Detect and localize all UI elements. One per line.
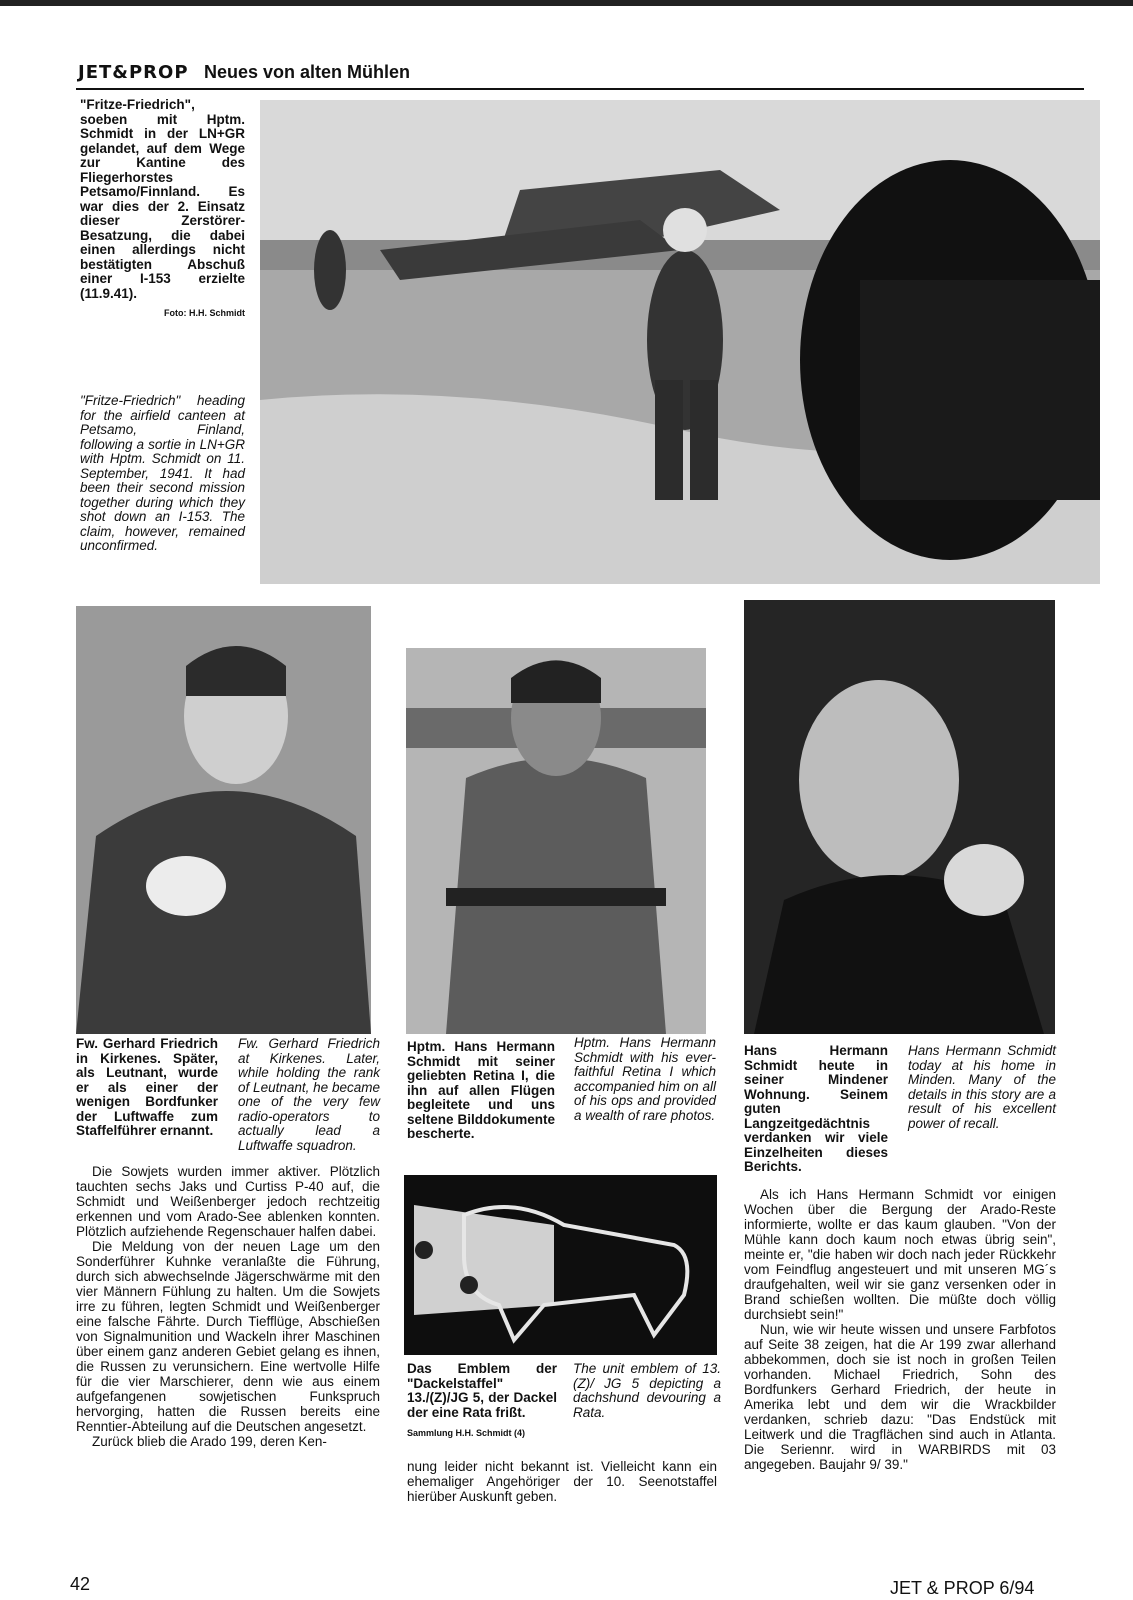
body-paragraph: Die Sowjets wurden immer aktiver. Plötzlich tauchten sechs Jaks und Curtiss P-40 auf, die Schmidt und Weißenberger jedoch rechtzeitig erkennen und vom Arado-See ablenken konnten. Plötzlich aufziehende Regenschauer halfen dabei.	[76, 1164, 380, 1239]
body-paragraph: Nun, wie wir heute wissen und unsere Farbfotos auf Seite 38 zeigen, hat die Ar 199 zwar allerhand abbekommen, doch sie ist noch in großen Teilen vorhanden. Michael Friedrich, Sohn des Bordfunkers Gerhard Friedrich, der heute in Amerika lebt und dem wir die Wrackbilder verdanken, schrieb dazu: "Das Endstück mit Leitwerk und die Tragflächen sind auch in Atlanta. Die Seriennr. wird in WARBIRDS mit 03 angegeben. Baujahr 9/ 39."	[744, 1322, 1056, 1472]
caption-left-en: Fw. Gerhard Friedrich at Kirkenes. Later, while holding the rank of Leutnant, he became one of the very few radio-operators to actually lead a Luftwaffe squadron.	[238, 1036, 380, 1153]
magazine-logo: JET&PROP	[78, 62, 189, 83]
body-paragraph: Die Meldung von der neuen Lage um den Sonderführer Kuhnke veranlaßte die Führung, durch sich abwechselnde Jägerschwärme mit den vier Männern Fühlung zu halten. Um die Sowjets irre zu führen, legten Schmidt und Weißenberger eine falsche Fährte. Durch Tiefflüge, Abschießen von Signalmunition und Wackeln ihrer Maschinen über einem ganz anderen Gebiet gelang es ihnen, die Russen zu verunsichern. Eine wertvolle Hilfe für die vier Marschierer, denn wie aus einem aufgefangenen sowjetischen Funkspruch hervorging, hatten die Russen bereits eine Renntier-Abteilung auf die Deutschen angesetzt.	[76, 1239, 380, 1434]
photo-dackelstaffel-emblem	[404, 1175, 717, 1355]
caption-right-de: Hans Hermann Schmidt heute in seiner Mindener Wohnung. Seinem guten Langzeitgedächtnis verdanken wir viele Einzelheiten dieses Berichts.	[744, 1043, 888, 1174]
section-title: Neues von alten Mühlen	[204, 62, 411, 82]
caption-top-de: "Fritze-Friedrich", soeben mit Hptm. Schmidt in der LN+GR gelandet, auf dem Wege zur Kantine des Fliegerhorstes Petsamo/Finnland. Es war dies der 2. Einsatz dieser Zerstörer-Besatzung, die dabei einen allerdings nicht bestätigten Abschuß einer I-153 erzielte (11.9.41).	[80, 97, 245, 301]
top-edge-bar	[0, 0, 1133, 6]
photo-credit-emblem: Sammlung H.H. Schmidt (4)	[407, 1428, 526, 1438]
caption-emblem-de: Das Emblem der "Dackelstaffel" 13./(Z)/JG 5, der Dackel der eine Rata frißt.	[407, 1361, 557, 1420]
caption-left-de: Fw. Gerhard Friedrich in Kirkenes. Später, als Leutnant, wurde er als einer der wenigen Bordfunker der Luftwaffe zum Staffelführer ernannt.	[76, 1036, 218, 1138]
body-paragraph: Als ich Hans Hermann Schmidt vor einigen Wochen über die Bergung der Arado-Reste informierte, wollte er das kaum glauben. "Von der Mühle kann doch kaum noch etwas übrig sein", meinte er, "die haben wir doch nach jeder Rückkehr vom Feindflug angesteuert und mit unseren MG´s draufgehalten, weil wir sie ganz versenken oder in Brand schießen wollten. Die müßte doch völlig durchsiebt sein!"	[744, 1187, 1056, 1322]
caption-right-en: Hans Hermann Schmidt today at his home in Minden. Many of the details in this story are a result of his excellent power of recall.	[908, 1043, 1056, 1131]
body-column-left	[76, 1164, 380, 1449]
magazine-issue: JET & PROP 6/94	[890, 1578, 1035, 1598]
photo-airfield-aircraft	[260, 100, 1100, 584]
photo-gerhard-friedrich	[76, 606, 371, 1034]
header-rule	[76, 88, 1084, 90]
caption-emblem-en: The unit emblem of 13.(Z)/ JG 5 depicting a dachshund devouring a Rata.	[573, 1361, 721, 1420]
body-paragraph: Zurück blieb die Arado 199, deren Ken-	[92, 1434, 327, 1449]
caption-middle-de: Hptm. Hans Hermann Schmidt mit seiner geliebten Retina I, die ihn auf allen Flügen begleitete und uns seltene Bilddokumente bescherte.	[407, 1039, 555, 1141]
page-number: 42	[70, 1574, 91, 1594]
photo-credit-top: Foto: H.H. Schmidt	[164, 308, 245, 318]
caption-top-en: "Fritze-Friedrich" heading for the airfield canteen at Petsamo, Finland, following a sortie in LN+GR with Hptm. Schmidt on 11. September, 1941. It had been their second mission together during which they shot down an I-153. The claim, however, remained unconfirmed.	[80, 393, 245, 553]
body-column-middle	[407, 1459, 717, 1504]
body-paragraph: nung leider nicht bekannt ist. Vielleicht kann ein ehemaliger Angehöriger der 10. Seenotstaffel hierüber Auskunft geben.	[407, 1459, 717, 1504]
caption-middle-en: Hptm. Hans Hermann Schmidt with his ever-faithful Retina I which accompanied him on all of his ops and provided a wealth of rare photos.	[574, 1035, 716, 1123]
photo-hans-hermann-schmidt-today	[744, 600, 1055, 1034]
body-column-right	[744, 1187, 1056, 1472]
photo-hans-hermann-schmidt-wartime	[406, 648, 706, 1034]
